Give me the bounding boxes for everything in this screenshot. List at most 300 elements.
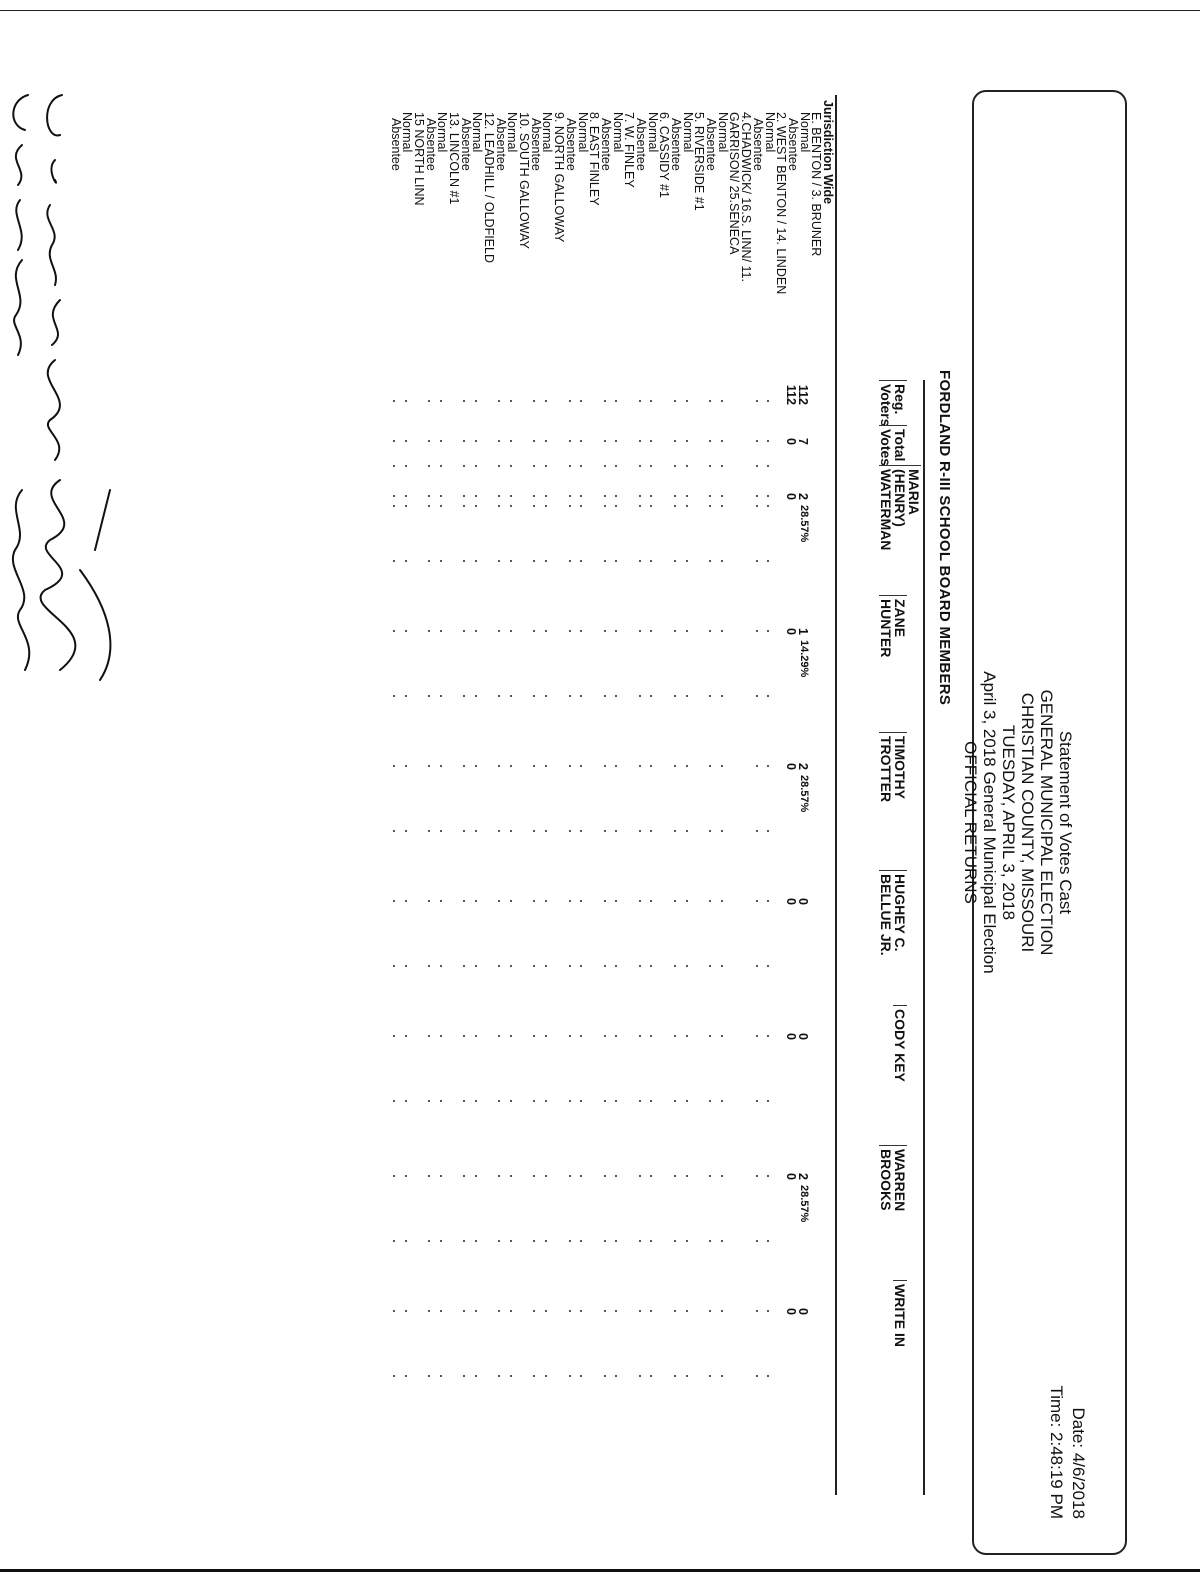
empty-cell-dot xyxy=(615,1310,617,1312)
empty-cell-dot xyxy=(569,965,571,967)
empty-cell-dot xyxy=(709,440,711,442)
empty-cell-dot xyxy=(463,830,465,832)
empty-cell-dot xyxy=(405,965,407,967)
empty-cell-dot xyxy=(686,560,688,562)
empty-cell-dot xyxy=(393,695,395,697)
empty-cell-dot xyxy=(615,900,617,902)
empty-cell-dot xyxy=(534,630,536,632)
col-label: CODY KEY xyxy=(892,1009,908,1082)
empty-cell-dot xyxy=(393,1240,395,1242)
empty-cell-dot xyxy=(721,560,723,562)
jurisdiction-row: Absentee xyxy=(785,118,800,171)
empty-cell-dot xyxy=(756,400,758,402)
col-label: WATERMAN xyxy=(878,469,894,551)
jurisdiction-row: Normal xyxy=(575,112,590,153)
empty-cell-dot xyxy=(674,465,676,467)
empty-cell-dot xyxy=(393,440,395,442)
empty-cell-dot xyxy=(463,695,465,697)
jurisdiction-row: Absentee xyxy=(458,118,473,171)
signature-stroke xyxy=(13,95,28,355)
empty-cell-dot xyxy=(604,560,606,562)
empty-cell-dot xyxy=(615,830,617,832)
empty-cell-dot xyxy=(534,900,536,902)
empty-cell-dot xyxy=(768,560,770,562)
empty-cell-dot xyxy=(721,1100,723,1102)
empty-cell-dot xyxy=(569,900,571,902)
col-label: MARIA xyxy=(906,469,922,515)
empty-cell-dot xyxy=(686,765,688,767)
empty-cell-dot xyxy=(510,560,512,562)
empty-cell-dot xyxy=(405,830,407,832)
empty-cell-dot xyxy=(639,505,641,507)
empty-cell-dot xyxy=(475,560,477,562)
empty-cell-dot xyxy=(768,440,770,442)
empty-cell-dot xyxy=(615,465,617,467)
jurisdiction-row: Absentee xyxy=(669,118,684,171)
empty-cell-dot xyxy=(534,1375,536,1377)
empty-cell-dot xyxy=(651,1035,653,1037)
top-rule xyxy=(0,10,1200,11)
empty-cell-dot xyxy=(498,1240,500,1242)
empty-cell-dot xyxy=(393,1035,395,1037)
jurisdiction-row: 10. SOUTH GALLOWAY xyxy=(517,112,532,249)
empty-cell-dot xyxy=(393,465,395,467)
empty-cell-dot xyxy=(639,630,641,632)
empty-cell-dot xyxy=(615,1240,617,1242)
empty-cell-dot xyxy=(475,1175,477,1177)
empty-cell-dot xyxy=(463,465,465,467)
empty-cell-dot xyxy=(768,900,770,902)
empty-cell-dot xyxy=(651,465,653,467)
empty-cell-dot xyxy=(534,560,536,562)
empty-cell-dot xyxy=(498,505,500,507)
empty-cell-dot xyxy=(674,630,676,632)
empty-cell-dot xyxy=(498,400,500,402)
header-box xyxy=(961,90,1127,1555)
empty-cell-dot xyxy=(428,1100,430,1102)
empty-cell-dot xyxy=(768,495,770,497)
empty-cell-dot xyxy=(428,965,430,967)
empty-cell-dot xyxy=(405,765,407,767)
header-line: TUESDAY, APRIL 3, 2018 xyxy=(999,724,1018,921)
rotated-page xyxy=(35,80,1135,1580)
col-reg-voters xyxy=(879,380,907,427)
empty-cell-dot xyxy=(768,1100,770,1102)
empty-cell-dot xyxy=(534,1100,536,1102)
empty-cell-dot xyxy=(569,440,571,442)
empty-cell-dot xyxy=(475,1240,477,1242)
empty-cell-dot xyxy=(534,765,536,767)
empty-cell-dot xyxy=(405,630,407,632)
empty-cell-dot xyxy=(768,830,770,832)
empty-cell-dot xyxy=(475,440,477,442)
empty-cell-dot xyxy=(475,400,477,402)
empty-cell-dot xyxy=(686,465,688,467)
empty-cell-dot xyxy=(756,495,758,497)
empty-cell-dot xyxy=(639,830,641,832)
empty-cell-dot xyxy=(393,1375,395,1377)
empty-cell-dot xyxy=(674,965,676,967)
empty-cell-dot xyxy=(510,1035,512,1037)
empty-cell-dot xyxy=(615,765,617,767)
empty-cell-dot xyxy=(768,965,770,967)
empty-cell-dot xyxy=(604,965,606,967)
empty-cell-dot xyxy=(569,465,571,467)
empty-cell-dot xyxy=(756,830,758,832)
empty-cell-dot xyxy=(475,1035,477,1037)
empty-cell-dot xyxy=(709,965,711,967)
jurisdiction-row: 6. CASSIDY #1 xyxy=(657,112,672,198)
empty-cell-dot xyxy=(756,1100,758,1102)
col-candidate-hunter xyxy=(879,595,907,657)
empty-cell-dot xyxy=(393,765,395,767)
empty-cell-dot xyxy=(709,560,711,562)
empty-cell-dot xyxy=(580,900,582,902)
empty-cell-dot xyxy=(405,1175,407,1177)
col-label: TROTTER xyxy=(878,736,894,803)
empty-cell-dot xyxy=(639,1035,641,1037)
col-label: Votes xyxy=(878,429,894,467)
col-label: HUNTER xyxy=(878,599,894,658)
empty-cell-dot xyxy=(463,505,465,507)
empty-cell-dot xyxy=(686,630,688,632)
empty-cell-dot xyxy=(604,440,606,442)
empty-cell-dot xyxy=(405,900,407,902)
empty-cell-dot xyxy=(463,495,465,497)
empty-cell-dot xyxy=(405,1240,407,1242)
jurisdiction-row: 15 NORTH LINN xyxy=(411,112,426,206)
empty-cell-dot xyxy=(756,900,758,902)
empty-cell-dot xyxy=(580,440,582,442)
candidate-votes-value: 0 xyxy=(783,763,798,770)
empty-cell-dot xyxy=(428,400,430,402)
empty-cell-dot xyxy=(639,560,641,562)
empty-cell-dot xyxy=(545,695,547,697)
empty-cell-dot xyxy=(569,1310,571,1312)
empty-cell-dot xyxy=(721,495,723,497)
empty-cell-dot xyxy=(428,505,430,507)
empty-cell-dot xyxy=(475,765,477,767)
jurisdiction-row: Normal xyxy=(797,112,812,153)
empty-cell-dot xyxy=(580,505,582,507)
empty-cell-dot xyxy=(463,900,465,902)
empty-cell-dot xyxy=(545,1035,547,1037)
empty-cell-dot xyxy=(721,965,723,967)
empty-cell-dot xyxy=(768,1240,770,1242)
empty-cell-dot xyxy=(580,495,582,497)
candidate-votes-value: 0 xyxy=(783,1033,798,1040)
empty-cell-dot xyxy=(674,560,676,562)
empty-cell-dot xyxy=(393,965,395,967)
empty-cell-dot xyxy=(639,1240,641,1242)
empty-cell-dot xyxy=(534,505,536,507)
jurisdiction-row: Absentee xyxy=(493,118,508,171)
empty-cell-dot xyxy=(604,465,606,467)
empty-cell-dot xyxy=(580,1100,582,1102)
empty-cell-dot xyxy=(440,1175,442,1177)
empty-cell-dot xyxy=(768,505,770,507)
empty-cell-dot xyxy=(639,695,641,697)
empty-cell-dot xyxy=(756,440,758,442)
empty-cell-dot xyxy=(756,505,758,507)
empty-cell-dot xyxy=(604,1100,606,1102)
col-label: Total xyxy=(892,429,908,462)
empty-cell-dot xyxy=(463,1035,465,1037)
empty-cell-dot xyxy=(580,965,582,967)
empty-cell-dot xyxy=(569,1100,571,1102)
total-votes-value: 7 xyxy=(795,438,810,445)
empty-cell-dot xyxy=(498,765,500,767)
empty-cell-dot xyxy=(534,695,536,697)
empty-cell-dot xyxy=(768,695,770,697)
empty-cell-dot xyxy=(651,1310,653,1312)
jurisdiction-row: 7. W. FINLEY xyxy=(622,112,637,188)
report-time: Time: 2:48:19 PM xyxy=(1047,1385,1066,1519)
empty-cell-dot xyxy=(498,1175,500,1177)
empty-cell-dot xyxy=(756,695,758,697)
col-candidate-key xyxy=(893,1005,907,1082)
empty-cell-dot xyxy=(405,505,407,507)
jurisdiction-row: Absentee xyxy=(704,118,719,171)
empty-cell-dot xyxy=(768,1035,770,1037)
empty-cell-dot xyxy=(569,1175,571,1177)
empty-cell-dot xyxy=(440,505,442,507)
empty-cell-dot xyxy=(393,630,395,632)
empty-cell-dot xyxy=(510,695,512,697)
empty-cell-dot xyxy=(580,400,582,402)
empty-cell-dot xyxy=(545,440,547,442)
empty-cell-dot xyxy=(428,1310,430,1312)
empty-cell-dot xyxy=(580,560,582,562)
empty-cell-dot xyxy=(440,1310,442,1312)
jurisdiction-row: Absentee xyxy=(750,118,765,171)
reg-voters-value: 112 xyxy=(795,384,810,405)
empty-cell-dot xyxy=(709,1175,711,1177)
empty-cell-dot xyxy=(510,495,512,497)
empty-cell-dot xyxy=(674,400,676,402)
empty-cell-dot xyxy=(756,1375,758,1377)
jurisdiction-row: Normal xyxy=(470,112,485,153)
empty-cell-dot xyxy=(709,1240,711,1242)
empty-cell-dot xyxy=(674,1100,676,1102)
empty-cell-dot xyxy=(393,830,395,832)
col-label: BROOKS xyxy=(878,1149,894,1211)
empty-cell-dot xyxy=(428,560,430,562)
candidate-votes-value: 0 xyxy=(783,898,798,905)
empty-cell-dot xyxy=(510,505,512,507)
empty-cell-dot xyxy=(510,965,512,967)
empty-cell-dot xyxy=(510,400,512,402)
candidate-votes-value: 2 xyxy=(795,493,810,500)
empty-cell-dot xyxy=(405,560,407,562)
empty-cell-dot xyxy=(463,560,465,562)
empty-cell-dot xyxy=(545,1375,547,1377)
empty-cell-dot xyxy=(498,1100,500,1102)
jurisdiction-row: Normal xyxy=(645,112,660,153)
candidate-percent-value: 14.29% xyxy=(797,640,810,678)
empty-cell-dot xyxy=(405,1310,407,1312)
empty-cell-dot xyxy=(428,1240,430,1242)
empty-cell-dot xyxy=(475,630,477,632)
empty-cell-dot xyxy=(709,505,711,507)
candidate-votes-value: 2 xyxy=(795,1173,810,1180)
empty-cell-dot xyxy=(709,900,711,902)
empty-cell-dot xyxy=(768,400,770,402)
candidate-votes-value: 1 xyxy=(795,628,810,635)
col-write-in xyxy=(893,1280,907,1347)
jurisdiction-row: 4.CHADWICK/ 16.S. LINN/ 11. xyxy=(739,112,754,282)
empty-cell-dot xyxy=(510,465,512,467)
empty-cell-dot xyxy=(686,965,688,967)
empty-cell-dot xyxy=(721,400,723,402)
empty-cell-dot xyxy=(463,1310,465,1312)
empty-cell-dot xyxy=(686,695,688,697)
empty-cell-dot xyxy=(615,965,617,967)
empty-cell-dot xyxy=(580,465,582,467)
empty-cell-dot xyxy=(709,765,711,767)
empty-cell-dot xyxy=(756,1035,758,1037)
empty-cell-dot xyxy=(440,630,442,632)
jurisdiction-row: 8. EAST FINLEY xyxy=(587,112,602,206)
empty-cell-dot xyxy=(475,505,477,507)
empty-cell-dot xyxy=(639,1375,641,1377)
candidate-votes-value: 0 xyxy=(783,628,798,635)
empty-cell-dot xyxy=(428,765,430,767)
header-line: April 3, 2018 General Municipal Election xyxy=(980,671,999,974)
empty-cell-dot xyxy=(440,965,442,967)
empty-cell-dot xyxy=(428,495,430,497)
empty-cell-dot xyxy=(686,440,688,442)
empty-cell-dot xyxy=(709,495,711,497)
empty-cell-dot xyxy=(510,440,512,442)
empty-cell-dot xyxy=(475,495,477,497)
empty-cell-dot xyxy=(709,1100,711,1102)
col-label: WRITE IN xyxy=(892,1284,908,1347)
empty-cell-dot xyxy=(405,1100,407,1102)
empty-cell-dot xyxy=(721,1310,723,1312)
col-label: Reg. xyxy=(892,384,908,415)
signature-stroke xyxy=(47,95,62,460)
empty-cell-dot xyxy=(393,495,395,497)
empty-cell-dot xyxy=(768,630,770,632)
jurisdiction-row: Absentee xyxy=(388,118,403,171)
empty-cell-dot xyxy=(440,440,442,442)
signature-stroke xyxy=(41,480,111,680)
empty-cell-dot xyxy=(393,1310,395,1312)
empty-cell-dot xyxy=(686,830,688,832)
empty-cell-dot xyxy=(756,965,758,967)
header-title-block xyxy=(961,92,1125,1553)
empty-cell-dot xyxy=(498,630,500,632)
empty-cell-dot xyxy=(651,400,653,402)
empty-cell-dot xyxy=(604,400,606,402)
jurisdiction-row: 9. NORTH GALLOWAY xyxy=(552,112,567,243)
empty-cell-dot xyxy=(545,630,547,632)
jurisdiction-row: 2. WEST BENTON / 14. LINDEN xyxy=(774,112,789,295)
empty-cell-dot xyxy=(498,900,500,902)
header-line: OFFICIAL RETURNS xyxy=(961,741,980,904)
empty-cell-dot xyxy=(440,465,442,467)
col-candidate-trotter xyxy=(879,732,907,802)
empty-cell-dot xyxy=(756,1310,758,1312)
empty-cell-dot xyxy=(475,965,477,967)
empty-cell-dot xyxy=(475,830,477,832)
empty-cell-dot xyxy=(545,1310,547,1312)
jurisdiction-row: Normal xyxy=(715,112,730,153)
jurisdiction-row: Normal xyxy=(762,112,777,153)
empty-cell-dot xyxy=(721,505,723,507)
signature-stroke xyxy=(13,490,29,670)
empty-cell-dot xyxy=(615,400,617,402)
col-label: Voters xyxy=(878,384,894,427)
empty-cell-dot xyxy=(428,630,430,632)
empty-cell-dot xyxy=(428,465,430,467)
empty-cell-dot xyxy=(639,900,641,902)
empty-cell-dot xyxy=(604,505,606,507)
empty-cell-dot xyxy=(498,560,500,562)
jurisdiction-row: Absentee xyxy=(563,118,578,171)
empty-cell-dot xyxy=(428,830,430,832)
empty-cell-dot xyxy=(639,1310,641,1312)
empty-cell-dot xyxy=(569,830,571,832)
empty-cell-dot xyxy=(440,495,442,497)
empty-cell-dot xyxy=(768,1175,770,1177)
empty-cell-dot xyxy=(428,440,430,442)
empty-cell-dot xyxy=(463,1175,465,1177)
empty-cell-dot xyxy=(674,440,676,442)
empty-cell-dot xyxy=(534,1240,536,1242)
empty-cell-dot xyxy=(651,1175,653,1177)
empty-cell-dot xyxy=(393,505,395,507)
empty-cell-dot xyxy=(405,495,407,497)
empty-cell-dot xyxy=(440,400,442,402)
empty-cell-dot xyxy=(440,900,442,902)
empty-cell-dot xyxy=(604,1240,606,1242)
empty-cell-dot xyxy=(709,465,711,467)
candidate-votes-value: 0 xyxy=(783,493,798,500)
empty-cell-dot xyxy=(569,1035,571,1037)
empty-cell-dot xyxy=(569,765,571,767)
empty-cell-dot xyxy=(651,440,653,442)
empty-cell-dot xyxy=(604,695,606,697)
empty-cell-dot xyxy=(674,1240,676,1242)
empty-cell-dot xyxy=(569,695,571,697)
empty-cell-dot xyxy=(686,1375,688,1377)
empty-cell-dot xyxy=(428,1375,430,1377)
empty-cell-dot xyxy=(604,1310,606,1312)
empty-cell-dot xyxy=(510,630,512,632)
empty-cell-dot xyxy=(709,400,711,402)
empty-cell-dot xyxy=(463,440,465,442)
empty-cell-dot xyxy=(721,900,723,902)
jurisdiction-row: Normal xyxy=(540,112,555,153)
empty-cell-dot xyxy=(498,1375,500,1377)
empty-cell-dot xyxy=(545,560,547,562)
header-line: Statement of Votes Cast xyxy=(1056,730,1075,915)
empty-cell-dot xyxy=(615,1375,617,1377)
data-rule xyxy=(835,380,837,1495)
empty-cell-dot xyxy=(651,965,653,967)
empty-cell-dot xyxy=(545,1240,547,1242)
col-label: TIMOTHY xyxy=(892,736,908,799)
empty-cell-dot xyxy=(569,400,571,402)
empty-cell-dot xyxy=(674,1310,676,1312)
empty-cell-dot xyxy=(709,1375,711,1377)
empty-cell-dot xyxy=(721,765,723,767)
reg-voters-value: 112 xyxy=(783,384,798,405)
empty-cell-dot xyxy=(674,900,676,902)
empty-cell-dot xyxy=(569,495,571,497)
